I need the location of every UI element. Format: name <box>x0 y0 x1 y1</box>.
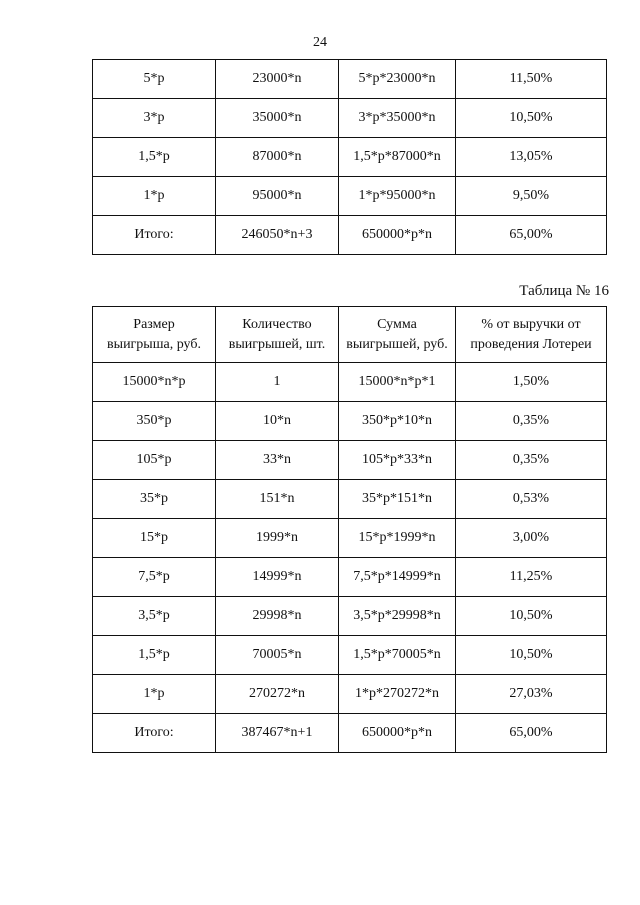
revenue-percent-cell: 10,50% <box>456 597 607 636</box>
table-header <box>93 307 607 363</box>
prize-count-cell: 1 <box>216 363 339 402</box>
prize-sum-cell: 350*p*10*n <box>339 402 456 441</box>
table-row <box>93 363 607 402</box>
revenue-percent-cell: 11,50% <box>456 60 607 99</box>
revenue-percent-cell: 27,03% <box>456 675 607 714</box>
revenue-percent-cell: 0,35% <box>456 402 607 441</box>
prize-sum-cell: 5*p*23000*n <box>339 60 456 99</box>
revenue-percent-cell: 10,50% <box>456 636 607 675</box>
table-row <box>93 558 607 597</box>
total-label-cell: Итого: <box>93 216 216 255</box>
prize-size-cell: 1*p <box>93 675 216 714</box>
table-row <box>93 177 607 216</box>
header-line: выигрыша, руб. <box>107 336 201 352</box>
header-line: выигрышей, руб. <box>346 336 448 352</box>
prize-count-cell: 70005*n <box>216 636 339 675</box>
table-row <box>93 636 607 675</box>
revenue-percent-cell: 10,50% <box>456 99 607 138</box>
prize-size-cell: 35*p <box>93 480 216 519</box>
total-sum-cell: 650000*p*n <box>339 216 456 255</box>
table-row <box>93 480 607 519</box>
table-row <box>93 60 607 99</box>
prize-sum-cell: 15000*n*p*1 <box>339 363 456 402</box>
header-line: Количество <box>242 316 312 332</box>
revenue-percent-cell: 11,25% <box>456 558 607 597</box>
prize-size-cell: 1*p <box>93 177 216 216</box>
prize-count-cell: 29998*n <box>216 597 339 636</box>
header-prize-size <box>93 307 216 363</box>
prize-count-cell: 35000*n <box>216 99 339 138</box>
page-number: 24 <box>313 35 327 50</box>
prize-size-cell: 3*p <box>93 99 216 138</box>
table-row <box>93 597 607 636</box>
total-row <box>93 714 607 753</box>
prize-sum-cell: 7,5*p*14999*n <box>339 558 456 597</box>
prize-sum-cell: 1,5*p*87000*n <box>339 138 456 177</box>
table-caption: Таблица № 16 <box>519 283 609 299</box>
prize-size-cell: 350*p <box>93 402 216 441</box>
prize-count-cell: 270272*n <box>216 675 339 714</box>
prize-sum-cell: 1,5*p*70005*n <box>339 636 456 675</box>
header-line: Размер <box>133 316 175 332</box>
revenue-percent-cell: 3,00% <box>456 519 607 558</box>
total-sum-cell: 650000*p*n <box>339 714 456 753</box>
header-line: Сумма <box>377 316 417 332</box>
total-row <box>93 216 607 255</box>
total-count-cell: 246050*n+3 <box>216 216 339 255</box>
prize-count-cell: 10*n <box>216 402 339 441</box>
prize-size-cell: 1,5*p <box>93 138 216 177</box>
prize-size-cell: 1,5*p <box>93 636 216 675</box>
header-prize-sum <box>339 307 456 363</box>
prize-size-cell: 15000*n*p <box>93 363 216 402</box>
header-revenue-percent <box>456 307 607 363</box>
table-row <box>93 675 607 714</box>
prize-count-cell: 151*n <box>216 480 339 519</box>
prize-sum-cell: 3,5*p*29998*n <box>339 597 456 636</box>
total-percent-cell: 65,00% <box>456 714 607 753</box>
revenue-percent-cell: 1,50% <box>456 363 607 402</box>
header-prize-count <box>216 307 339 363</box>
table-row <box>93 402 607 441</box>
prize-sum-cell: 105*p*33*n <box>339 441 456 480</box>
prize-size-cell: 105*p <box>93 441 216 480</box>
prize-size-cell: 7,5*p <box>93 558 216 597</box>
revenue-percent-cell: 0,35% <box>456 441 607 480</box>
revenue-percent-cell: 0,53% <box>456 480 607 519</box>
revenue-percent-cell: 9,50% <box>456 177 607 216</box>
table-body <box>93 363 607 753</box>
header-line: выигрышей, шт. <box>228 336 326 352</box>
prize-size-cell: 3,5*p <box>93 597 216 636</box>
prize-size-cell: 15*p <box>93 519 216 558</box>
table-row <box>93 519 607 558</box>
prize-sum-cell: 1*p*95000*n <box>339 177 456 216</box>
prize-count-cell: 1999*n <box>216 519 339 558</box>
prize-count-cell: 14999*n <box>216 558 339 597</box>
prize-count-cell: 33*n <box>216 441 339 480</box>
total-count-cell: 387467*n+1 <box>216 714 339 753</box>
total-label-cell: Итого: <box>93 714 216 753</box>
prize-sum-cell: 35*p*151*n <box>339 480 456 519</box>
header-row <box>93 307 607 363</box>
prize-count-cell: 23000*n <box>216 60 339 99</box>
prize-size-cell: 5*p <box>93 60 216 99</box>
prize-count-cell: 87000*n <box>216 138 339 177</box>
prize-sum-cell: 15*p*1999*n <box>339 519 456 558</box>
header-line: проведения Лотереи <box>470 336 592 352</box>
table-body <box>93 60 607 255</box>
table-row <box>93 99 607 138</box>
header-line: % от выручки от <box>481 316 581 332</box>
prize-sum-cell: 1*p*270272*n <box>339 675 456 714</box>
table-row <box>93 138 607 177</box>
revenue-percent-cell: 13,05% <box>456 138 607 177</box>
prize-count-cell: 95000*n <box>216 177 339 216</box>
table-row <box>93 441 607 480</box>
prize-sum-cell: 3*p*35000*n <box>339 99 456 138</box>
total-percent-cell: 65,00% <box>456 216 607 255</box>
prize-table-16 <box>92 306 607 753</box>
prize-table-continued <box>92 59 607 255</box>
